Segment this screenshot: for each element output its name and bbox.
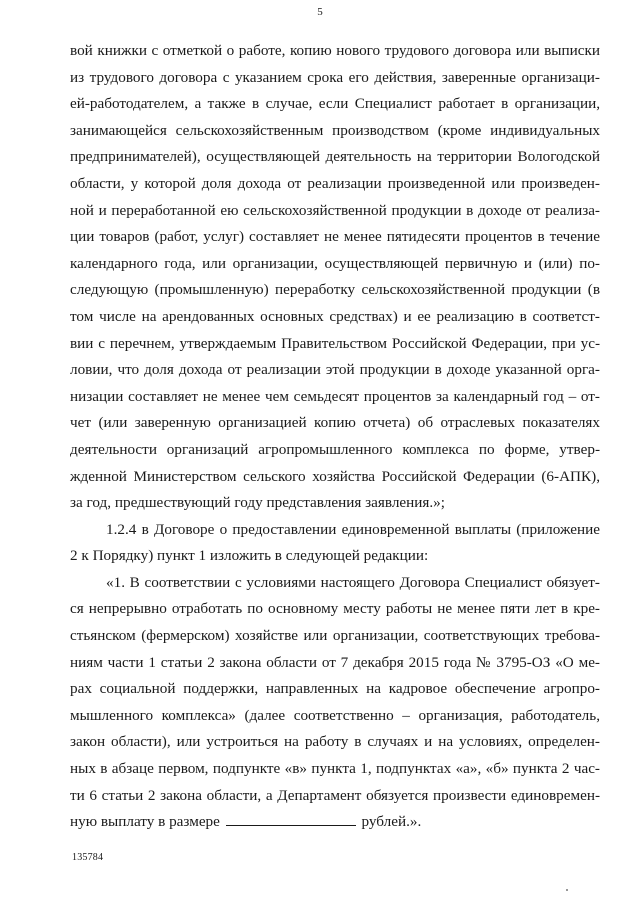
text-line: закон области), или устроиться на работу в случаях и на условиях, определен- [70, 733, 600, 751]
text-line: деятельности организаций агропромышленного комплекса по форме, утвер- [70, 440, 600, 458]
paragraph-amendment-1-2-4 [70, 517, 600, 570]
paragraph-contract-clause-1 [70, 570, 600, 836]
text-line: ниям части 1 статьи 2 закона области от 7 декабря 2015 года № 3795-ОЗ «О ме- [70, 653, 600, 671]
text-line: низации составляет не менее чем семьдесят процентов за календарный год – от- [70, 387, 600, 405]
paragraph-documents-list [70, 38, 600, 517]
text-line: мышленного комплекса» (далее соответственно – организация, работодатель, [70, 706, 600, 724]
text-line [70, 809, 600, 836]
document-code: 135784 [72, 852, 104, 863]
text-line: занимающейся сельскохозяйственным производством (кроме индивидуальных [70, 121, 600, 139]
payment-phrase: ную выплату в размере [70, 813, 220, 831]
text-line: ся непрерывно отработать по основному месту работы не менее пяти лет в кре- [70, 600, 600, 618]
text-line: из трудового договора с указанием срока его действия, заверенные организаци- [70, 68, 600, 86]
text-line: жденной Министерством сельского хозяйства Российской Федерации (6-АПК), [70, 467, 600, 485]
page-number: 5 [317, 6, 323, 18]
text-line: предпринимателей), осуществляющей деятельность на территории Вологодской [70, 148, 600, 166]
amount-blank-field [226, 813, 356, 826]
payment-currency: рублей.». [361, 813, 422, 831]
scan-artifact [566, 889, 568, 891]
text-line: вой книжки с отметкой о работе, копию нового трудового договора или выписки [70, 42, 600, 59]
text-line: ловии, что доля дохода от реализации этой продукции в доходе указанной орга- [70, 361, 600, 379]
text-line: ции товаров (работ, услуг) составляет не менее пятидесяти процентов в течение [70, 228, 600, 246]
text-line: вии с перечнем, утверждаемым Правительством Российской Федерации, при ус- [70, 334, 600, 352]
text-line: чет (или заверенную организацией копию отчета) об отраслевых показателях [70, 414, 600, 432]
text-line: стьянском (фермерском) хозяйстве или организации, соответствующих требова- [70, 627, 600, 645]
text-line: 1.2.4 в Договоре о предоставлении единовременной выплаты (приложение [106, 520, 600, 538]
text-line: 2 к Порядку) пункт 1 изложить в следующей редакции: [70, 547, 429, 565]
text-line: «1. В соответствии с условиями настоящего Договора Специалист обязует- [106, 573, 600, 591]
text-line: за год, предшествующий году представления заявления.»; [70, 494, 445, 512]
text-line: рах социальной поддержки, направленных на кадровое обеспечение агропро- [70, 680, 600, 698]
text-line: том числе на арендованных основных средствах) и ее реализацию в соответст- [70, 307, 600, 325]
text-line: следующую (промышленную) переработку сельскохозяйственной продукции (в [70, 281, 600, 299]
text-line: ной и переработанной ею сельскохозяйственной продукции в доходе от реализа- [70, 201, 600, 219]
text-line: календарного года, или организации, осуществляющей первичную и (или) по- [70, 254, 600, 272]
text-line: ей-работодателем, а также в случае, если Специалист работает в организации, [70, 95, 600, 113]
text-line: ти 6 статьи 2 закона области, а Департамент обязуется произвести единовремен- [70, 786, 600, 804]
text-line: ных в абзаце первом, подпункте «в» пункта 1, подпунктах «а», «б» пункта 2 час- [70, 760, 600, 778]
text-line: области, у которой доля дохода от реализации произведенной или произведен- [70, 174, 600, 192]
document-body [70, 38, 600, 836]
